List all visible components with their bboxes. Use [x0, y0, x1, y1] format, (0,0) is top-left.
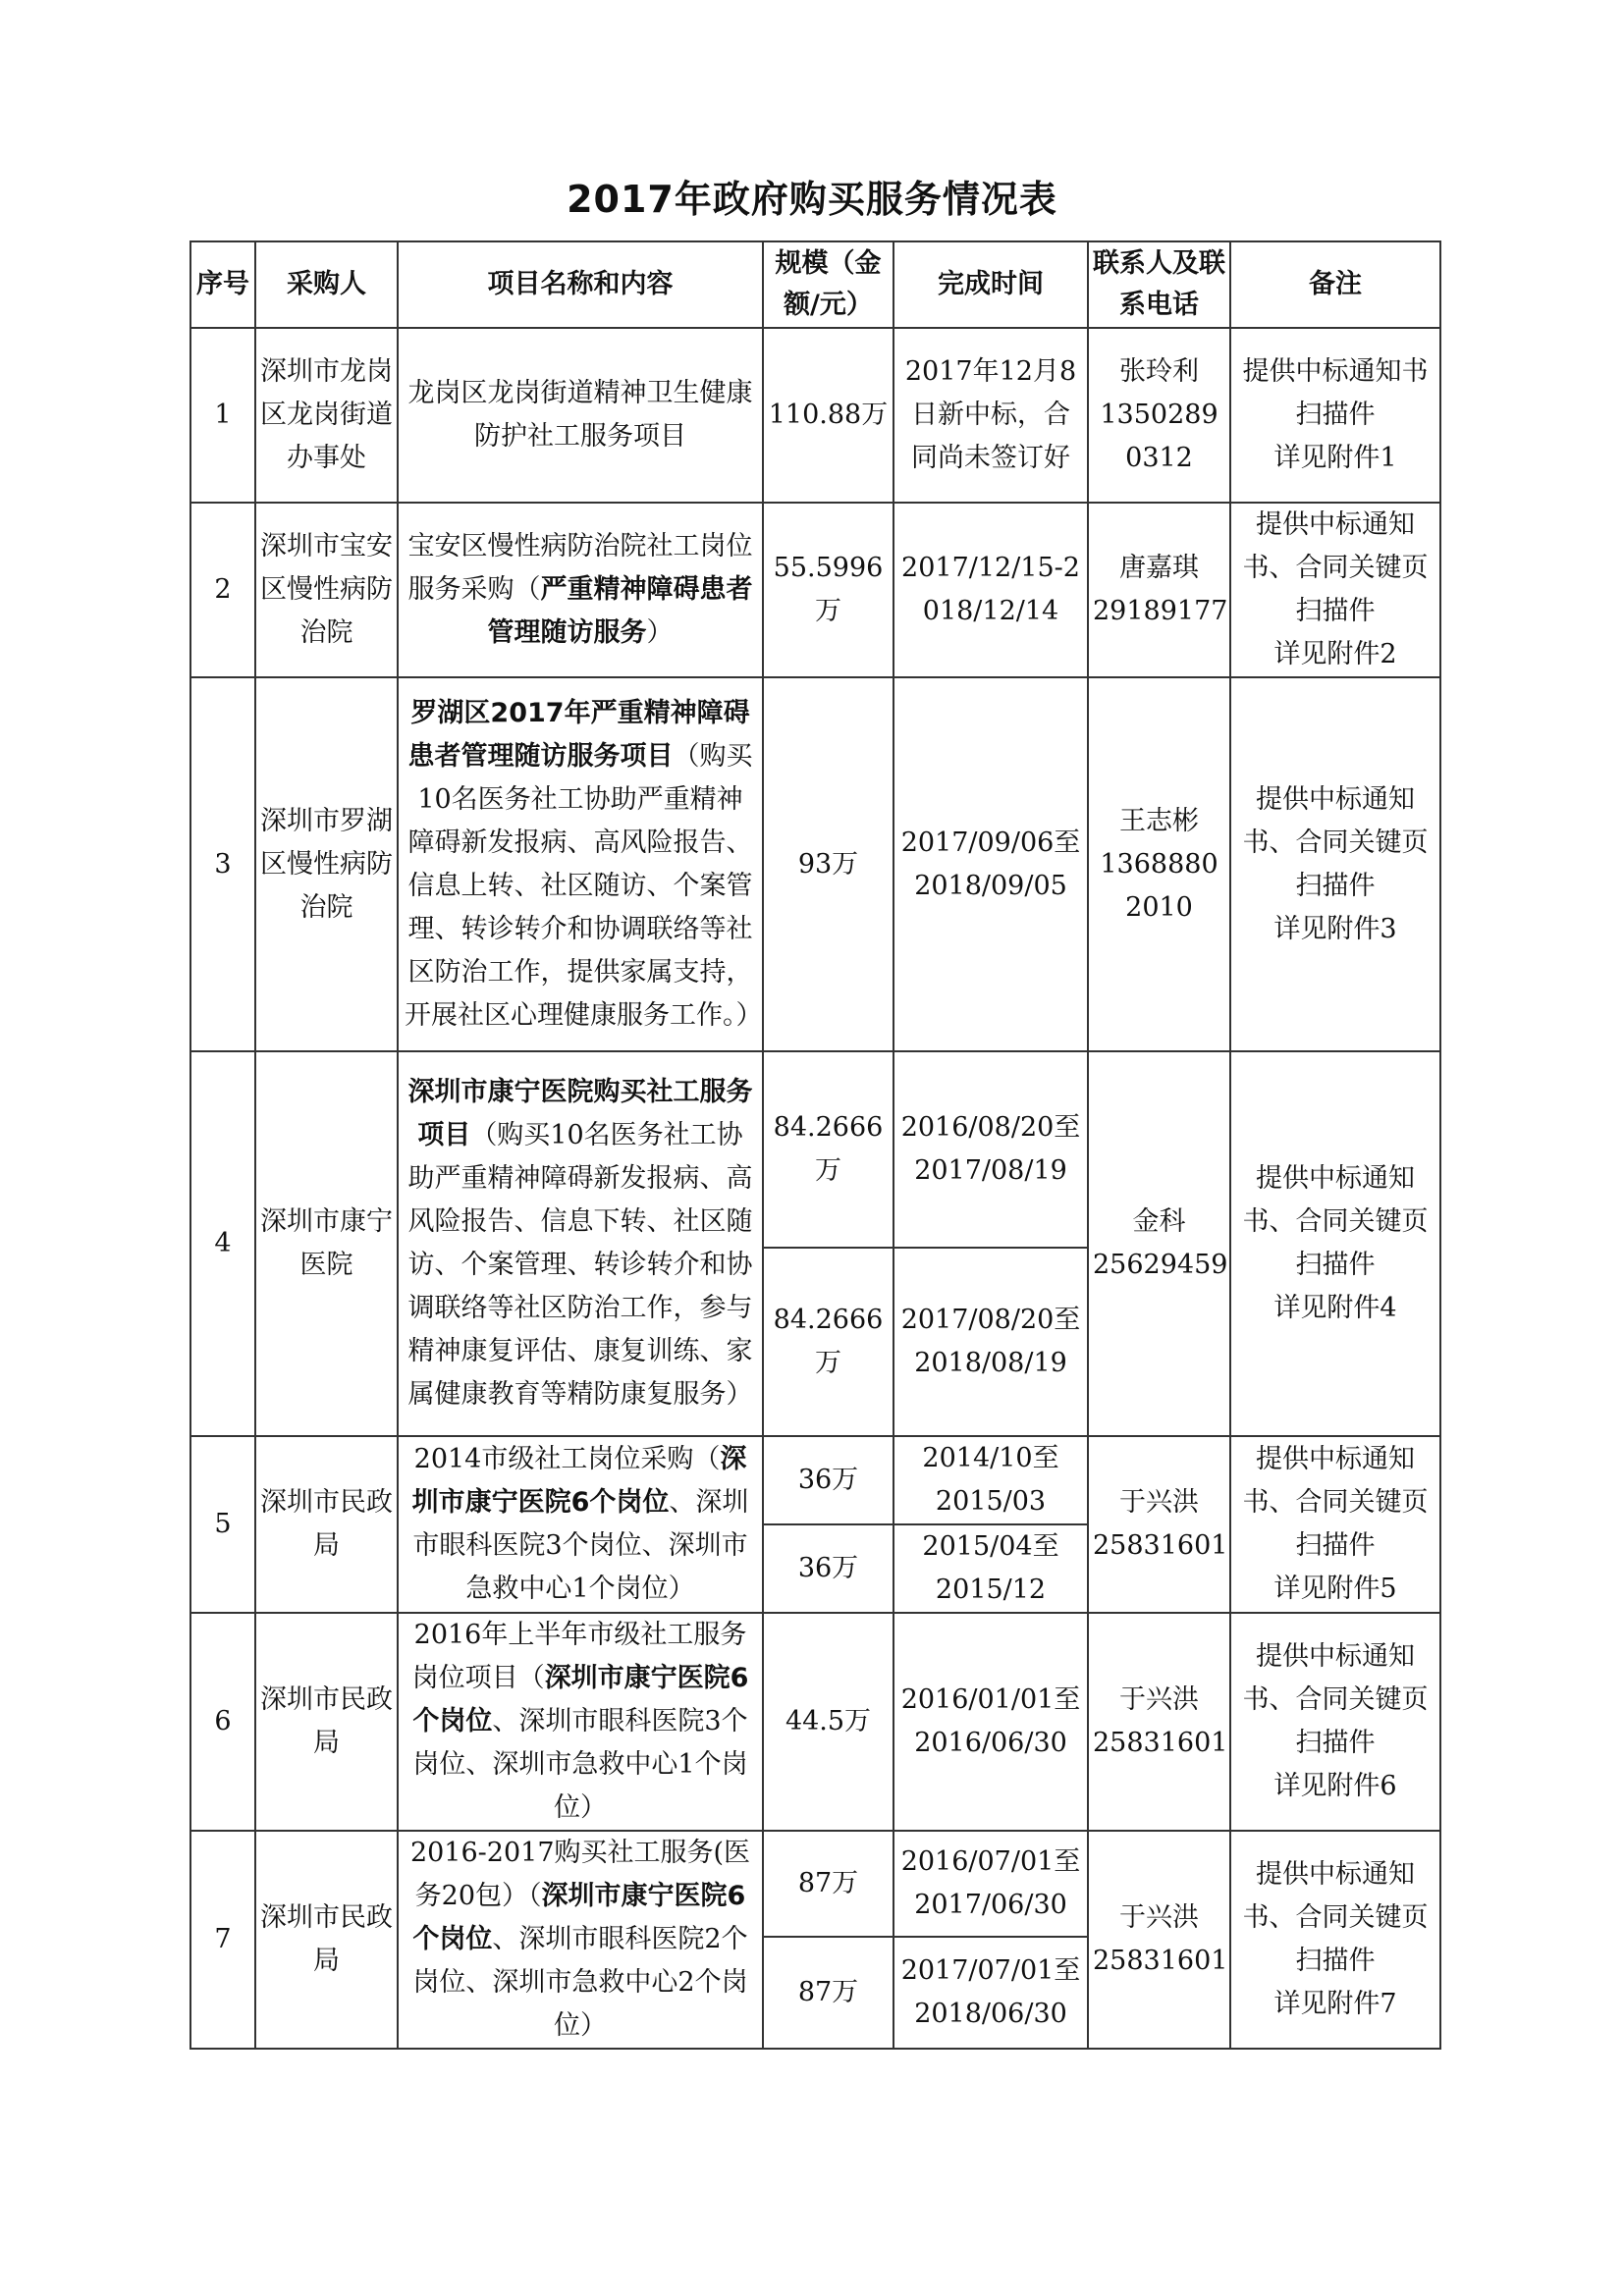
project-bold-text: 罗湖区2017年严重精神障碍患者管理随访服务项目: [407, 697, 750, 772]
table-row: [190, 1051, 1440, 1248]
seq-cell: 2: [190, 503, 255, 677]
scale-cell: 55.5996万: [763, 503, 893, 677]
time-cell: 2017/07/01至2018/06/30: [893, 1937, 1088, 2049]
contact-cell: [1088, 328, 1230, 503]
project-text: 、深圳市眼科医院3个岗位、深圳市急救中心1个岗位）: [412, 1706, 748, 1823]
contact-cell: [1088, 677, 1230, 1051]
project-text: 宝安区慢性病防治院社工岗位服务采购（: [407, 531, 753, 605]
contact-name: 于兴洪: [1119, 1684, 1199, 1715]
project-bold-text: 严重精神障碍患者管理随访服务: [487, 574, 753, 648]
header-seq: 序号: [190, 241, 255, 328]
contact-phone: 13688802010: [1100, 848, 1218, 923]
contact-name: 于兴洪: [1119, 1487, 1199, 1518]
time-cell: 2016/01/01至2016/06/30: [893, 1613, 1088, 1831]
note-attachment: 详见附件4: [1273, 1293, 1397, 1323]
note-cell: [1230, 1831, 1440, 2049]
project-cell: [398, 677, 763, 1051]
project-bold-text: 深圳市康宁医院6个岗位: [412, 1881, 746, 1954]
contact-phone: 25831601: [1093, 1728, 1228, 1758]
note-main: 提供中标通知书、合同关键页扫描件: [1242, 509, 1429, 626]
contact-cell: [1088, 1831, 1230, 2049]
header-row: [190, 241, 1440, 328]
project-text: 、深圳市眼科医院2个岗位、深圳市急救中心2个岗位）: [412, 1924, 748, 2041]
note-attachment: 详见附件7: [1273, 1989, 1397, 2019]
project-tail-text: ）: [646, 617, 674, 648]
scale-cell: 36万: [763, 1436, 893, 1524]
note-main: 提供中标通知书、合同关键页扫描件: [1242, 1444, 1429, 1561]
contact-phone: 29189177: [1093, 596, 1228, 626]
contact-cell: [1088, 503, 1230, 677]
note-attachment: 详见附件6: [1273, 1771, 1397, 1801]
time-cell: 2017年12月8日新中标，合同尚未签订好: [893, 328, 1088, 503]
note-attachment: 详见附件2: [1273, 639, 1397, 669]
project-cell: 龙岗区龙岗街道精神卫生健康防护社工服务项目: [398, 328, 763, 503]
contact-name: 于兴洪: [1119, 1902, 1199, 1933]
contact-name: 唐嘉琪: [1119, 553, 1199, 583]
time-cell: 2016/07/01至2017/06/30: [893, 1831, 1088, 1937]
header-contact: 联系人及联系电话: [1088, 241, 1230, 328]
table-row: [190, 1436, 1440, 1524]
note-cell: [1230, 677, 1440, 1051]
page-title: 2017年政府购买服务情况表: [567, 178, 1057, 221]
project-pre-text: 2014市级社工岗位采购（: [413, 1444, 721, 1474]
note-main: 提供中标通知书、合同关键页扫描件: [1242, 1163, 1429, 1280]
scale-cell: 44.5万: [763, 1613, 893, 1831]
note-main: 提供中标通知书、合同关键页扫描件: [1242, 1641, 1429, 1758]
time-cell: 2017/09/06至2018/09/05: [893, 677, 1088, 1051]
contact-cell: [1088, 1613, 1230, 1831]
note-cell: [1230, 1436, 1440, 1613]
project-pre-text: 2016年上半年市级社工服务岗位项目（: [411, 1620, 747, 1693]
contact-name: 王志彬: [1119, 805, 1199, 836]
time-cell: 2015/04至2015/12: [893, 1524, 1088, 1613]
project-bold-text: 深圳市康宁医院6个岗位: [411, 1444, 747, 1518]
contact-cell: [1088, 1051, 1230, 1436]
seq-cell: 3: [190, 677, 255, 1051]
scale-cell: 84.2666万: [763, 1051, 893, 1248]
time-cell: 2014/10至2015/03: [893, 1436, 1088, 1524]
buyer-cell: 深圳市罗湖区慢性病防治院: [255, 677, 398, 1051]
scale-cell: 84.2666万: [763, 1248, 893, 1436]
time-cell: 2017/12/15-2018/12/14: [893, 503, 1088, 677]
project-cell: [398, 1831, 763, 2049]
time-cell: 2016/08/20至2017/08/19: [893, 1051, 1088, 1248]
buyer-cell: 深圳市宝安区慢性病防治院: [255, 503, 398, 677]
contact-phone: 25831601: [1093, 1946, 1228, 1976]
contact-phone: 25629459: [1093, 1250, 1228, 1280]
project-cell: [398, 1051, 763, 1436]
note-cell: [1230, 328, 1440, 503]
contact-name: 金科: [1132, 1206, 1186, 1237]
project-text: （购买10名医务社工协助严重精神障碍新发报病、高风险报告、信息上转、社区随访、个案管理、转诊转介和协调联络等社区防治工作，提供家属支持，开展社区心理健康服务工作。）: [405, 740, 763, 1031]
project-text: 、深圳市眼科医院3个岗位、深圳市急救中心1个岗位）: [412, 1487, 749, 1604]
project-pre-text: 2016-2017购买社工服务(医务20包）（: [409, 1838, 751, 1911]
scale-cell: 110.88万: [763, 328, 893, 503]
table-row: [190, 503, 1440, 677]
seq-cell: 7: [190, 1831, 255, 2049]
contact-cell: [1088, 1436, 1230, 1613]
project-cell: [398, 1436, 763, 1613]
contact-name: 张玲利: [1119, 356, 1199, 387]
scale-cell: 93万: [763, 677, 893, 1051]
note-main: 提供中标通知书、合同关键页扫描件: [1242, 1859, 1429, 1976]
header-project: 项目名称和内容: [398, 241, 763, 328]
note-attachment: 详见附件5: [1273, 1574, 1397, 1604]
project-text: （购买10名医务社工协助严重精神障碍新发报病、高风险报告、信息下转、社区随访、个案管理、转诊转介和协调联络等社区防治工作，参与精神康复评估、康复训练、家属健康教育等精防康复服务）: [407, 1120, 753, 1410]
header-note: 备注: [1230, 241, 1440, 328]
note-cell: [1230, 1051, 1440, 1436]
contact-phone: 25831601: [1093, 1530, 1228, 1561]
seq-cell: 6: [190, 1613, 255, 1831]
buyer-cell: 深圳市民政局: [255, 1831, 398, 2049]
scale-cell: 87万: [763, 1831, 893, 1937]
procurement-table: [189, 240, 1441, 2050]
seq-cell: 5: [190, 1436, 255, 1613]
project-cell: [398, 1613, 763, 1831]
scale-cell: 36万: [763, 1524, 893, 1613]
buyer-cell: 深圳市龙岗区龙岗街道办事处: [255, 328, 398, 503]
note-main: 提供中标通知书扫描件: [1242, 356, 1429, 430]
project-bold-text: 深圳市康宁医院6个岗位: [412, 1663, 749, 1736]
table-row: [190, 677, 1440, 1051]
seq-cell: 4: [190, 1051, 255, 1436]
header-time: 完成时间: [893, 241, 1088, 328]
note-cell: [1230, 1613, 1440, 1831]
seq-cell: 1: [190, 328, 255, 503]
time-cell: 2017/08/20至2018/08/19: [893, 1248, 1088, 1436]
note-cell: [1230, 503, 1440, 677]
table-row: [190, 328, 1440, 503]
note-main: 提供中标通知书、合同关键页扫描件: [1242, 783, 1429, 901]
scale-cell: 87万: [763, 1937, 893, 2049]
table-row: [190, 1831, 1440, 1937]
table-row: [190, 1613, 1440, 1831]
header-buyer: 采购人: [255, 241, 398, 328]
note-attachment: 详见附件3: [1273, 913, 1397, 944]
header-scale: 规模（金额/元）: [763, 241, 893, 328]
contact-phone: 13502890312: [1100, 400, 1218, 473]
project-bold-text: 深圳市康宁医院购买社工服务项目: [407, 1077, 753, 1150]
note-attachment: 详见附件1: [1273, 443, 1397, 473]
buyer-cell: 深圳市民政局: [255, 1613, 398, 1831]
buyer-cell: 深圳市康宁医院: [255, 1051, 398, 1436]
buyer-cell: 深圳市民政局: [255, 1436, 398, 1613]
project-cell: [398, 503, 763, 677]
